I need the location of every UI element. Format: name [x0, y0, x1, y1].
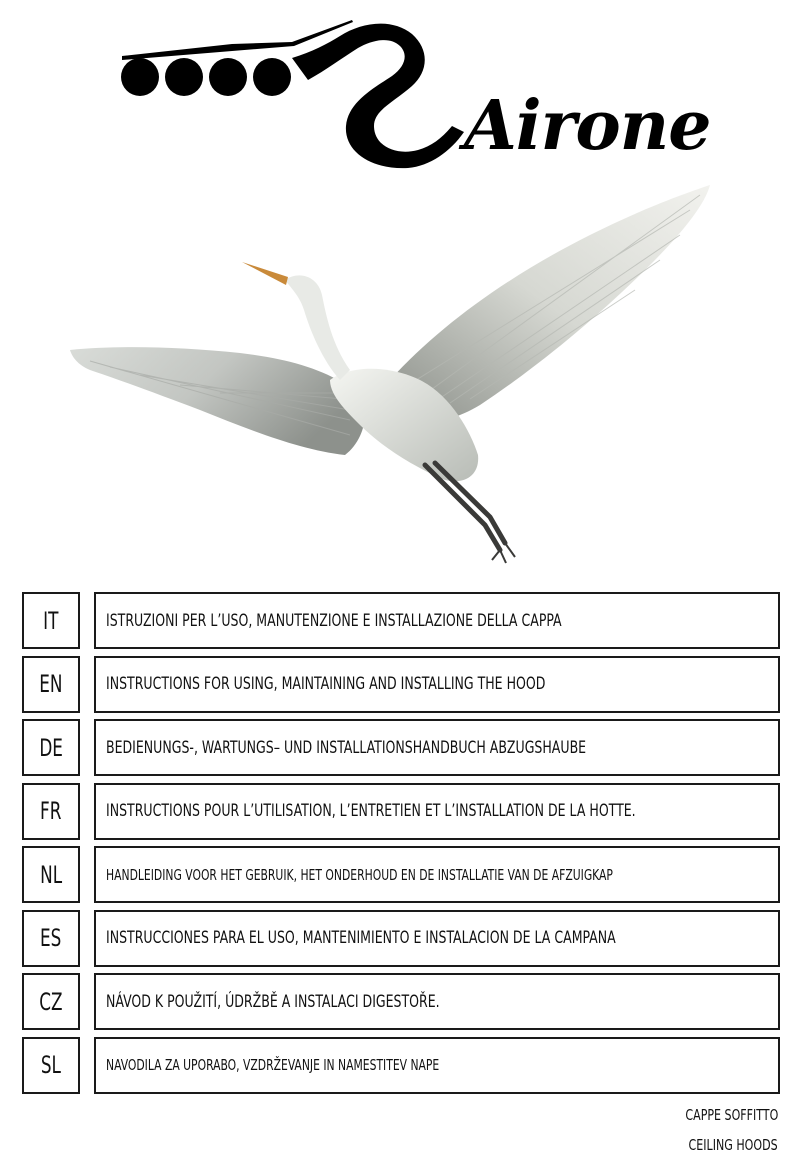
language-code-box	[22, 1037, 80, 1094]
language-title-box	[94, 973, 780, 1030]
language-code: SL	[40, 1051, 62, 1079]
language-list	[22, 592, 784, 1100]
language-code: NL	[40, 860, 62, 889]
language-code-box	[22, 973, 80, 1030]
language-code: IT	[43, 606, 59, 635]
language-title-box	[94, 783, 780, 840]
language-title-box	[94, 656, 780, 713]
language-code: FR	[40, 797, 62, 825]
language-row-de	[22, 719, 784, 776]
language-title: NAVODILA ZA UPORABO, VZDRŽEVANJE IN NAMESTITEV NAPE	[106, 1056, 440, 1074]
language-code-box	[22, 783, 80, 840]
brand-wordmark: Airone	[464, 86, 711, 166]
language-title: HANDLEIDING VOOR HET GEBRUIK, HET ONDERHOUD EN DE INSTALLATIE VAN DE AFZUIGKAP	[106, 865, 613, 884]
product-category	[665, 1100, 778, 1160]
language-row-sl	[22, 1037, 784, 1094]
language-title-box	[94, 719, 780, 776]
language-title: INSTRUCCIONES PARA EL USO, MANTENIMIENTO E INSTALACION DE LA CAMPANA	[106, 928, 616, 948]
language-code: EN	[39, 670, 63, 698]
language-code-box	[22, 719, 80, 776]
language-title-box	[94, 592, 780, 649]
language-title-box	[94, 846, 780, 903]
brand-logo	[112, 14, 711, 184]
language-code-box	[22, 656, 80, 713]
language-code-box	[22, 846, 80, 903]
category-line-en	[665, 1130, 778, 1160]
language-row-en	[22, 656, 784, 713]
language-row-it	[22, 592, 784, 649]
language-row-es	[22, 910, 784, 967]
language-title: INSTRUCTIONS FOR USING, MAINTAINING AND INSTALLING THE HOOD	[106, 674, 546, 694]
flying-heron-image	[60, 165, 730, 565]
category-label: CAPPE SOFFITTO	[685, 1106, 778, 1124]
language-code: ES	[40, 924, 62, 952]
language-title: NÁVOD K POUŽITÍ, ÚDRŽBĚ A INSTALACI DIGESTOŘE.	[106, 991, 440, 1012]
language-row-nl	[22, 846, 784, 903]
category-line-it	[665, 1100, 778, 1130]
category-label: CEILING HOODS	[688, 1136, 778, 1154]
language-code: CZ	[39, 987, 63, 1016]
language-code-box	[22, 592, 80, 649]
language-title-box	[94, 910, 780, 967]
language-title: BEDIENUNGS-, WARTUNGS– UND INSTALLATIONSHANDBUCH ABZUGSHAUBE	[106, 737, 587, 758]
language-title: ISTRUZIONI PER L’USO, MANUTENZIONE E INSTALLAZIONE DELLA CAPPA	[106, 610, 562, 631]
language-code: DE	[39, 733, 63, 762]
language-row-cz	[22, 973, 784, 1030]
language-title-box	[94, 1037, 780, 1094]
language-row-fr	[22, 783, 784, 840]
language-code-box	[22, 910, 80, 967]
language-title: INSTRUCTIONS POUR L’UTILISATION, L’ENTRETIEN ET L’INSTALLATION DE LA HOTTE.	[106, 801, 636, 821]
